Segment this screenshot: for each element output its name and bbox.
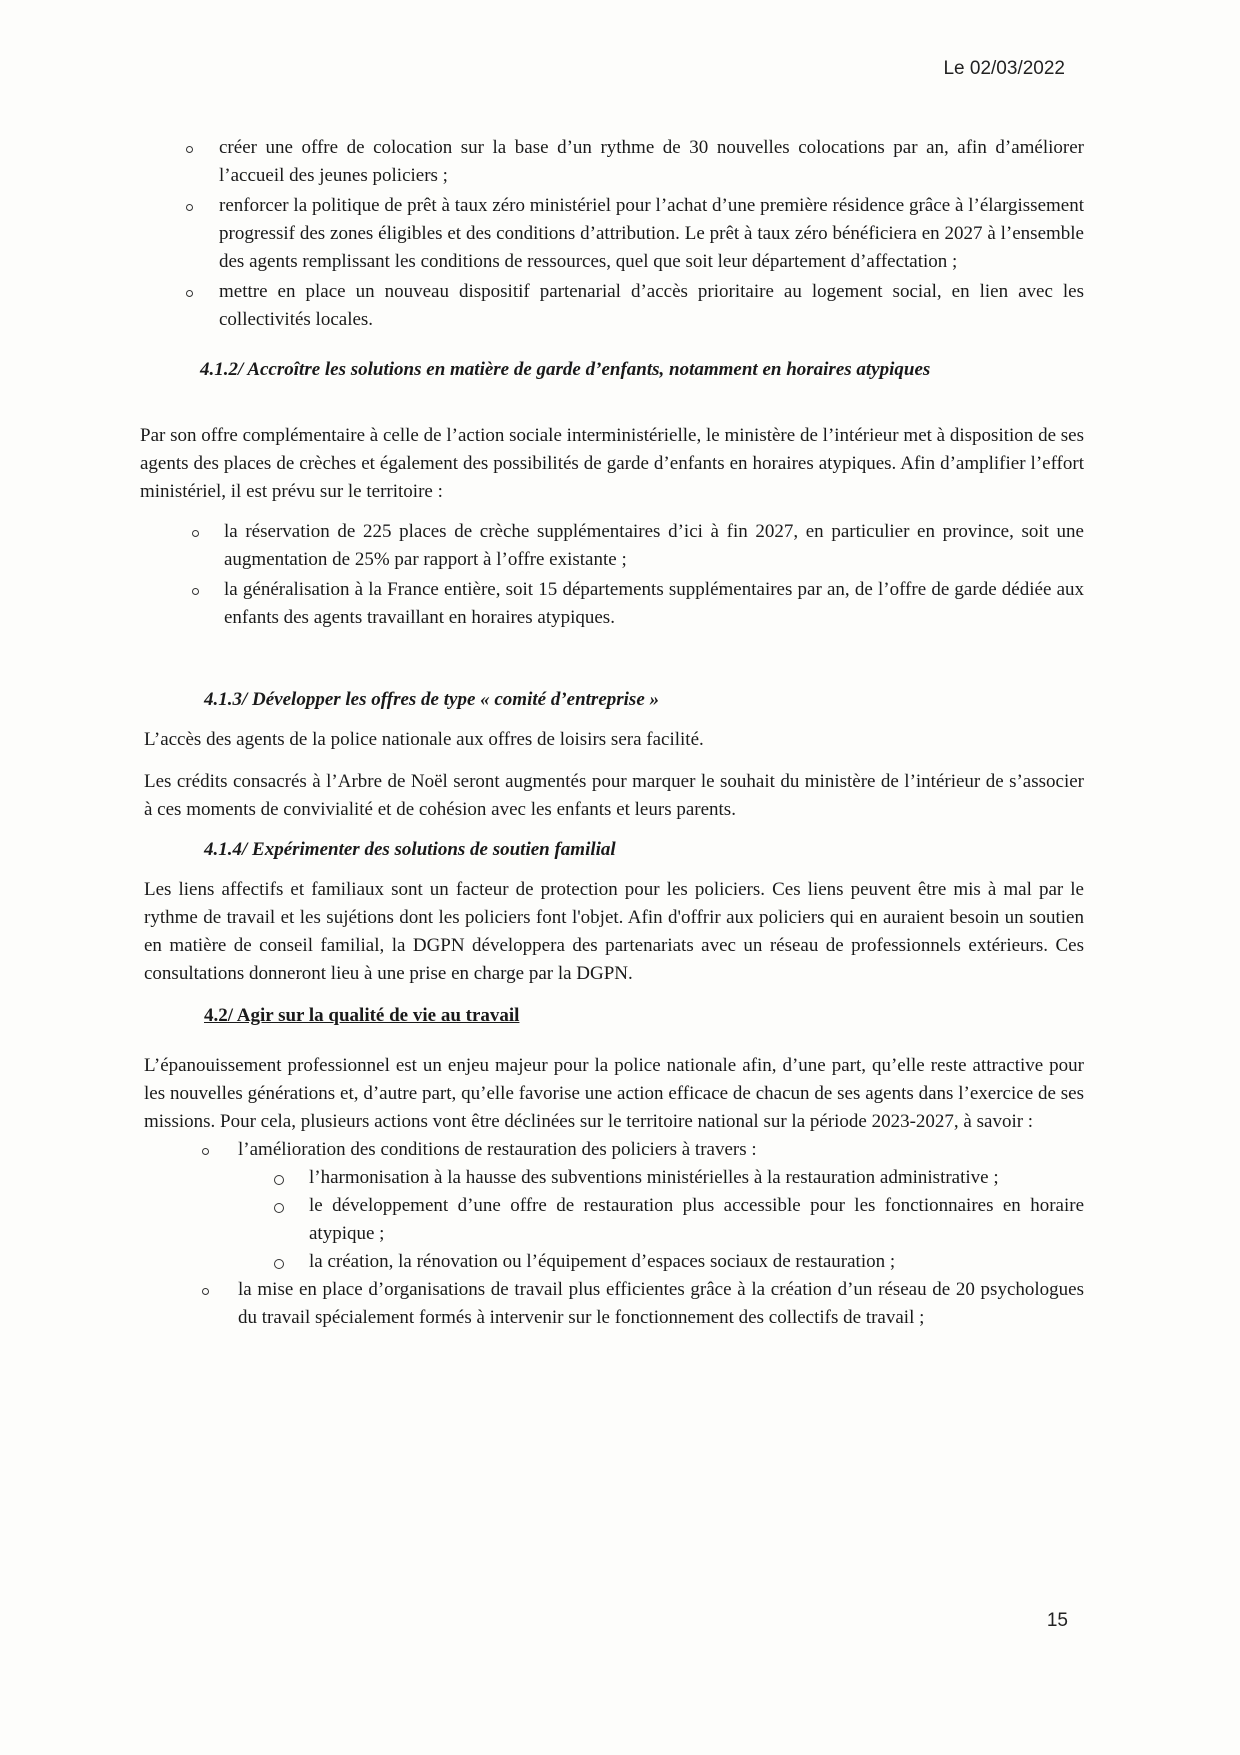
list-item-text: la généralisation à la France entière, soit 15 départements supplémentaires par an, de l’offre de garde dédiée aux enfants des agents travaillant en horaires atypiques.: [224, 579, 1084, 628]
list-item-text: la mise en place d’organisations de travail plus efficientes grâce à la création d’un réseau de 20 psychologues du travail spécialement formés à intervenir sur le fonctionnement des collectifs de travail ;: [238, 1279, 1084, 1328]
sub-list-item-text: le développement d’une offre de restauration plus accessible pour les fonctionnaires en horaire atypique ;: [309, 1195, 1084, 1244]
bullet-icon: [202, 1148, 209, 1155]
list-item-text: renforcer la politique de prêt à taux zéro ministériel pour l’achat d’une première résidence grâce à l’élargissement progressif des zones éligibles et des conditions d’attribution. Le prêt à taux zéro bénéficiera en 2027 à l’ensemble des agents remplissant les conditions de ressources, quel que soit leur département d’affectation ;: [219, 195, 1084, 272]
section-heading-4-1-3: 4.1.3/ Développer les offres de type « comité d’entreprise »: [204, 689, 660, 710]
circle-bullet-icon: [274, 1203, 284, 1213]
document-body: [140, 134, 1084, 1332]
list-item-text: la réservation de 225 places de crèche supplémentaires d’ici à fin 2027, en particulier en province, soit une augmentation de 25% par rapport à l’offre existante ;: [224, 521, 1084, 570]
bullet-icon: [186, 290, 193, 297]
section-heading-4-1-4: 4.1.4/ Expérimenter des solutions de soutien familial: [204, 839, 616, 860]
sub-list-item: [154, 1164, 1084, 1192]
childcare-measures-list: [154, 518, 1084, 632]
bullet-icon: [202, 1288, 209, 1295]
section-4-1-3-paragraph-2: Les crédits consacrés à l’Arbre de Noël seront augmentés pour marquer le souhait du ministère de l’intérieur de s’associer à ces moments de convivialité et de cohésion avec les enfants et leurs parents.: [144, 771, 1084, 820]
document-date: Le 02/03/2022: [943, 58, 1065, 79]
list-item: [154, 518, 1084, 574]
circle-bullet-icon: [274, 1259, 284, 1269]
list-item: [154, 192, 1084, 276]
list-item: [154, 1136, 1084, 1164]
section-heading-4-1-2: 4.1.2/ Accroître les solutions en matière de garde d’enfants, notamment en horaires atypiques: [200, 359, 931, 380]
bullet-icon: [192, 588, 199, 595]
section-4-1-4-paragraph: Les liens affectifs et familiaux sont un facteur de protection pour les policiers. Ces liens peuvent être mis à mal par le rythme de travail et les sujétions dont les policiers font l'objet. Afin d'offrir aux policiers qui en auraient besoin un soutien en matière de conseil familial, la DGPN développera des partenariats avec un réseau de professionnels extérieurs. Ces consultations donneront lieu à une prise en charge par la DGPN.: [144, 879, 1084, 984]
list-item: [154, 134, 1084, 190]
list-item-text: l’amélioration des conditions de restauration des policiers à travers :: [238, 1139, 757, 1160]
list-item: [154, 576, 1084, 632]
sub-list-item: [154, 1248, 1084, 1276]
list-item: [154, 1276, 1084, 1332]
section-4-1-2-paragraph: Par son offre complémentaire à celle de l’action sociale interministérielle, le ministère de l’intérieur met à disposition de ses agents des places de crèches et également des possibilités de garde d’enfants en horaires atypiques. Afin d’amplifier l’effort ministériel, il est prévu sur le territoire :: [140, 425, 1084, 502]
work-quality-measures-list: [154, 1136, 1084, 1332]
sub-list-item-text: l’harmonisation à la hausse des subventions ministérielles à la restauration administrative ;: [309, 1167, 999, 1188]
bullet-icon: [192, 530, 199, 537]
sub-list-item: [154, 1192, 1084, 1248]
sub-list-item-text: la création, la rénovation ou l’équipement d’espaces sociaux de restauration ;: [309, 1251, 896, 1272]
section-4-1-3-paragraph-1: L’accès des agents de la police nationale aux offres de loisirs sera facilité.: [144, 729, 704, 750]
page-number: 15: [1046, 1610, 1068, 1631]
housing-measures-list: [154, 134, 1084, 334]
section-4-2-paragraph: L’épanouissement professionnel est un enjeu majeur pour la police nationale afin, d’une part, qu’elle reste attractive pour les nouvelles générations et, d’autre part, qu’elle favorise une action efficace de chacun de ses agents dans l’exercice de ses missions. Pour cela, plusieurs actions vont être déclinées sur le territoire national sur la période 2023-2027, à savoir :: [144, 1055, 1084, 1132]
list-item: [154, 278, 1084, 334]
bullet-icon: [186, 146, 193, 153]
list-item-text: créer une offre de colocation sur la base d’un rythme de 30 nouvelles colocations par an, afin d’améliorer l’accueil des jeunes policiers ;: [219, 137, 1084, 186]
bullet-icon: [186, 204, 193, 211]
list-item-text: mettre en place un nouveau dispositif partenarial d’accès prioritaire au logement social, en lien avec les collectivités locales.: [219, 281, 1084, 330]
section-heading-4-2: 4.2/ Agir sur la qualité de vie au travail: [204, 1005, 520, 1026]
circle-bullet-icon: [274, 1175, 284, 1185]
